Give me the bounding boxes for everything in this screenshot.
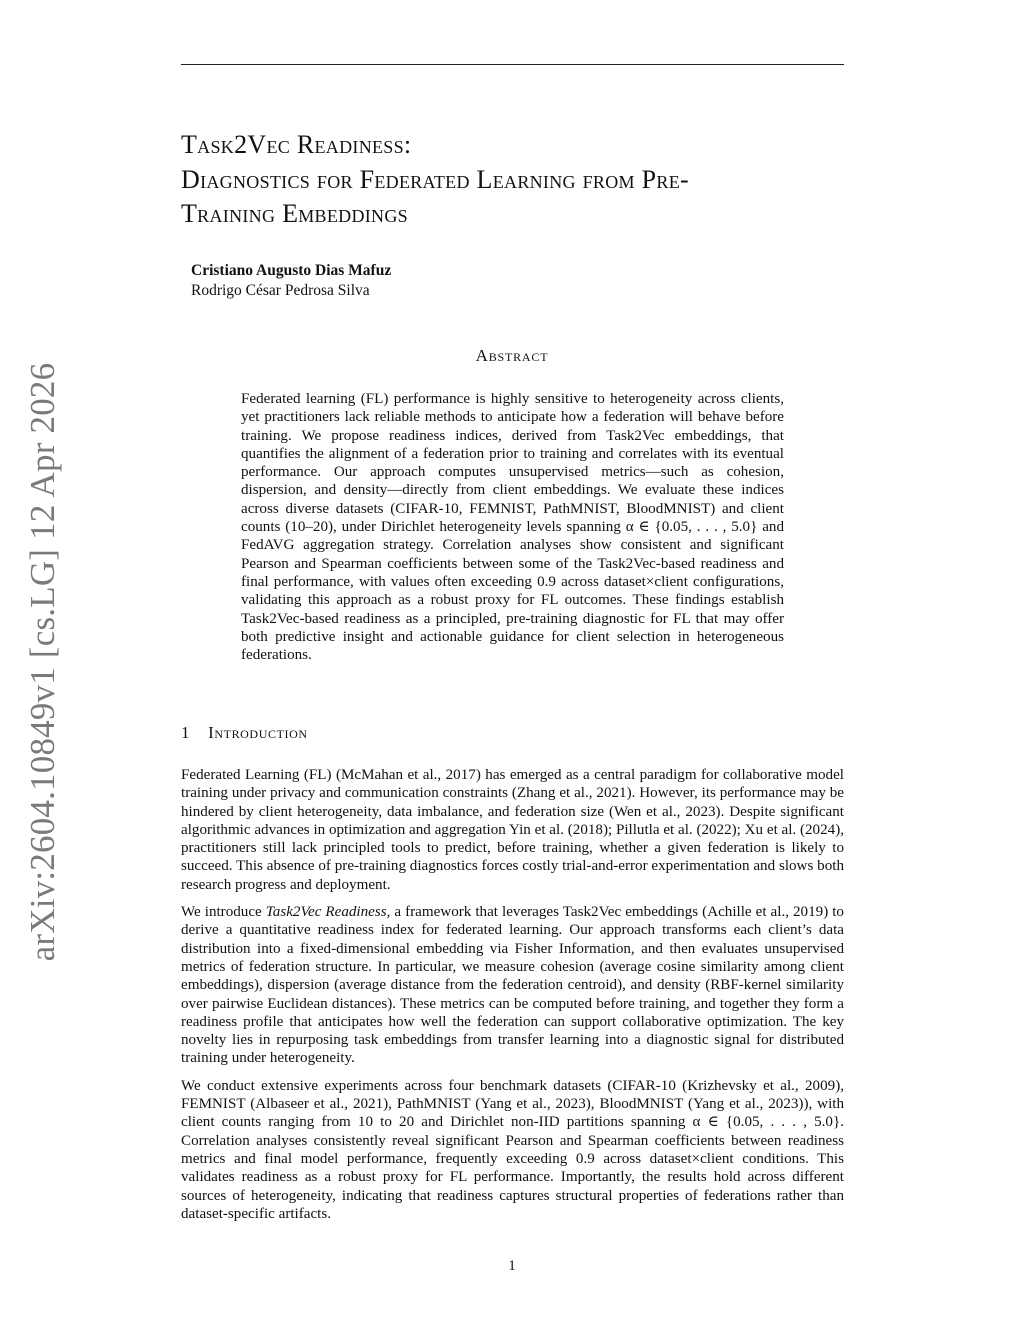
framework-name: Task2Vec Readiness xyxy=(265,904,387,921)
page-number: 1 xyxy=(508,1258,516,1274)
section-heading-introduction xyxy=(181,723,308,743)
author-name: Rodrigo César Pedrosa Silva xyxy=(191,282,370,299)
title-line: Training Embeddings xyxy=(181,199,408,228)
paragraph: We conduct extensive experiments across four benchmark datasets (CIFAR-10 (Krizhevsky et al., 2009), FEMNIST (Albaseer et al., 2021), PathMNIST (Yang et al., 2023), BloodMNIST (Yang et al., 2023)), with client counts ranging from 10 to 20 and Dirichlet non-IID partitions spanning α ∈ {0.05, . . . , 5.0}. Correlation analyses consistently reveal significant Pearson and Spearman coefficients between readiness metrics and final model performance, frequently exceeding 0.9 across dataset×client conditions. This validates readiness as a robust proxy for FL performance. Importantly, the results hold across different sources of heterogeneity, indicating that readiness captures structural properties of federations rather than dataset-specific artifacts. xyxy=(181,1077,844,1222)
abstract-heading: Abstract xyxy=(475,346,549,365)
arxiv-identifier: arXiv:2604.10849v1 [cs.LG] 12 Apr 2026 xyxy=(23,362,62,962)
title-line: Task2Vec Readiness: xyxy=(181,130,412,159)
paragraph xyxy=(181,903,844,1068)
header-rule xyxy=(181,64,844,65)
section-number: 1 xyxy=(181,723,191,742)
author-block xyxy=(191,261,391,301)
title-line: Diagnostics for Federated Learning from Pre- xyxy=(181,164,689,194)
section-title: Introduction xyxy=(208,723,308,742)
paper-title xyxy=(181,128,851,232)
paragraph-text: , a framework that leverages Task2Vec embeddings (Achille et al., 2019) to derive a quantitative readiness index for federated learning. Our approach transforms each client’s data distribution into a fixed-dimensional embedding via Fisher Information, and then evaluates unsupervised metrics of federation structure. In particular, we measure cohesion (average cosine similarity among client embeddings), dispersion (average distance from the federation centroid), and density (RBF-kernel similarity over pairwise Euclidean distances). These metrics can be computed before training, and together they form a readiness profile that anticipates how well the federation can support collaborative optimization. The key novelty lies in repurposing task embeddings from transfer learning into a diagnostic signal for distributed training under heterogeneity. xyxy=(181,904,844,1067)
paragraph: Federated Learning (FL) (McMahan et al., 2017) has emerged as a central paradigm for collaborative model training under privacy and communication constraints (Zhang et al., 2021). However, its performance may be hindered by client heterogeneity, data imbalance, and federation size (Wen et al., 2023). Despite significant algorithmic advances in optimization and aggregation Yin et al. (2018); Pillutla et al. (2022); Xu et al. (2024), practitioners still lack principled tools to predict, before training, whether a given federation is likely to succeed. This absence of pre-training diagnostics forces costly trial-and-error experimentation and slows both research progress and deployment. xyxy=(181,767,844,893)
author-name: Cristiano Augusto Dias Mafuz xyxy=(191,262,392,279)
abstract-text: Federated learning (FL) performance is highly sensitive to heterogeneity across clients, yet practitioners lack reliable methods to anticipate how a federation will behave before training. We propose readiness indices, derived from Task2Vec embeddings, that quantifies the alignment of a federation prior to training and correlates with its eventual performance. Our approach computes unsupervised metrics—such as cohesion, dispersion, and density—directly from client embeddings. We evaluate these indices across diverse datasets (CIFAR-10, FEMNIST, PathMNIST, BloodMNIST) and client counts (10–20), under Dirichlet heterogeneity levels spanning α ∈ {0.05, . . . , 5.0} and FedAVG aggregation strategy. Correlation analyses show consistent and significant Pearson and Spearman coefficients between some of the Task2Vec-based readiness and final performance, with values often exceeding 0.9 across dataset×client configurations, validating this approach as a robust proxy for FL outcomes. These findings establish Task2Vec-based readiness as a principled, pre-training diagnostic for FL that may offer both predictive insight and actionable guidance for client selection in heterogeneous federations. xyxy=(241,391,784,664)
introduction-body xyxy=(181,766,844,1232)
paragraph-lead: We introduce xyxy=(181,904,266,921)
